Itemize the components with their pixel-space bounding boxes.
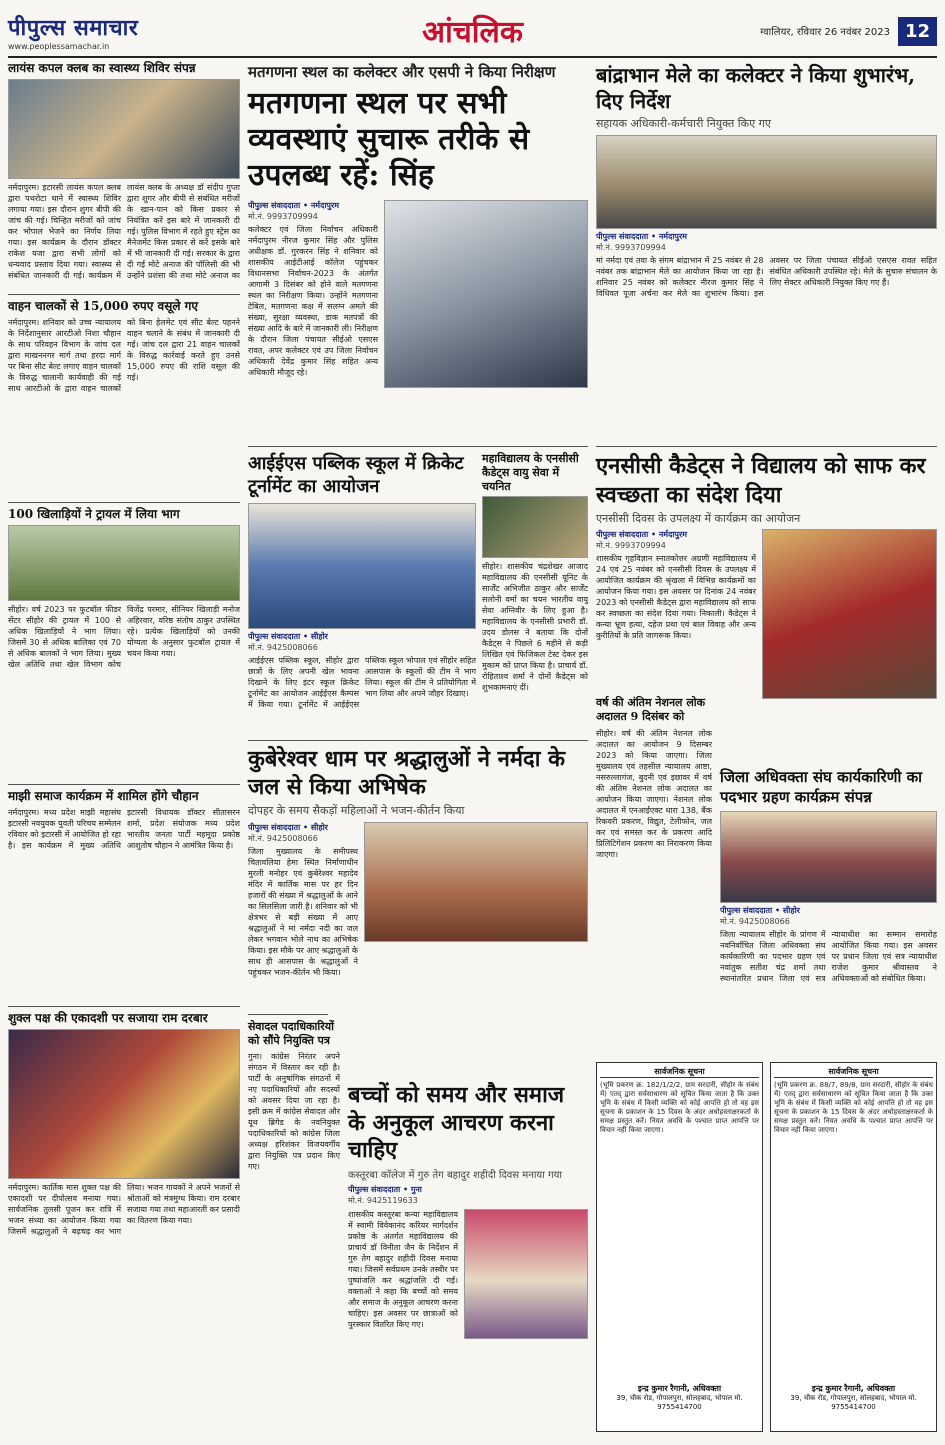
story-vahan <box>8 300 240 507</box>
story-kuber <box>248 746 588 1006</box>
story-matganana <box>248 62 588 398</box>
byline: पीपुल्स संवाददाता • सीहोर <box>248 631 328 641</box>
headline: सेवादल पदाधिकारियों को सौंपे नियुक्ति पत्र <box>248 1020 334 1047</box>
byline: पीपुल्स संवाददाता • नर्मदापुरम <box>596 530 688 540</box>
photo-ncc-rally <box>762 529 937 699</box>
headline: वाहन चालकों से 15,000 रुपए वसूले गए <box>8 299 199 313</box>
photo-cadets <box>482 496 588 558</box>
website-url[interactable]: www.peoplessamachar.in <box>8 41 110 51</box>
story-body: कलेक्टर एवं जिला निर्वाचन अधिकारी नर्मदापुरम नीरज कुमार सिंह और पुलिस अधीक्षक डॉ. गुरकरन सिंह ने शनिवार को शासकीय आईटीआई कॉलेज पहुंचकर विधानसभा निर्वाचन-2023 के अंतर्गत आगामी 3 दिसंबर को होने वाले मतगणना स्थल का निरीक्षण किया। उन्होंने मतगणना टेबिल, मतगणना कक्ष में सलग्न अमले की संख्या, सुरक्षा व्यवस्था, डाक मतपत्रों की संख्या आदि के बारे में जानकारी ली। निरीक्षण के दौरान जिला पंचायत सीईओ एसएस रावत, अपर कलेक्टर एवं उप जिला निर्वाचन अधिकारी देवेंद्र कुमार सिंह सहित अन्य अधिकारी मौजूद रहे। <box>248 225 378 377</box>
story-lok-adalat <box>596 696 712 1044</box>
mobile: मो.नं. 9993709994 <box>596 243 666 252</box>
headline: शुक्ल पक्ष की एकादशी पर सजाया राम दरबार <box>8 1011 208 1025</box>
mobile: मो.नं. 9993709994 <box>248 212 318 221</box>
headline: आईईएस पब्लिक स्कूल में क्रिकेट टूर्नामेंट का आयोजन <box>248 453 464 498</box>
deck: सहायक अधिकारी-कर्मचारी नियुक्त किए गए <box>596 117 771 130</box>
mobile: मो.नं. 9425008066 <box>720 917 790 926</box>
story-body: गुना। कांग्रेस निरंतर अपने संगठन में विस्तार कर रही है। पार्टी के अनुषांगिक संगठनों में नए पदाधिकारियों और सदस्यों को अवसर दिया जा रहा है। इसी क्रम में कांग्रेस सेवादल और यूथ ब्रिगेड के नवनियुक्त पदाधिकारियों को कांग्रेस जिला अध्यक्ष हरिशंकर विजयवर्गीय द्वारा नियुक्ति पत्र प्रदान किए गए। <box>248 1051 340 1171</box>
brand-logo: पीपुल्स समाचार <box>8 14 139 41</box>
story-lions <box>8 62 240 290</box>
story-body: शासकीय कस्तूरबा कन्या महाविद्यालय में स्वामी विवेकानंद करियर मार्गदर्शन प्रकोष्ठ के अंतर्गत महाविद्यालय की प्राचार्य डॉ विनीता जैन के निर्देशन में गुरु तेग बहादुर शहीदी दिवस मनाया गया। जिसमें सर्वप्रथम उनके तस्वीर पर पुष्पांजलि कर श्रद्धांजलि दी गई। वक्ताओं ने कहा कि बच्चों को समय और समाज के अनुकूल आचरण करना चाहिए। इस अवसर पर छात्राओं को पुरस्कार वितरित किए गए। <box>348 1209 458 1329</box>
story-body: जिला न्यायालय सीहोर के प्रांगण में नवनिर्वाचित जिला अधिवक्ता संघ कार्यकारिणी का पदभार ग्रहण एवं नवांतुक सतीश चंद्र शर्मा तथा स्थानांतरित प्रधान जिला एवं सत्र न्यायाधीश का सम्मान समारोह आयोजित किया गया। इस अवसर पर प्रधान जिला एवं सत्र न्यायाधीश राजेश कुमार श्रीवास्तव ने अधिवक्ताओं को संबोधित किया। <box>720 930 937 983</box>
story-body: जिला मुख्यालय के समीपस्थ चितावलिया हेमा स्थित निर्माणाधीन मुरली मनोहर एवं कुबेरेश्वर महादेव मंदिर में कार्तिक मास पर हर दिन हजारों की संख्या में श्रद्धालुओं के आने का सिलसिला जारी है। शनिवार को भी क्षेत्रभर से बड़ी संख्या में आए श्रद्धालुओं ने मां नर्मदा नदी का जल लेकर भगवान भोले नाथ का अभिषेक किया। इस मौके पर आए श्रद्धालुओं के साथ ही आसपास के श्रद्धालुओं ने पहुंचकर भजन-कीर्तन भी किया। <box>248 847 358 977</box>
story-body: शासकीय गृहविज्ञान स्नातकोत्तर अग्रणी महाविद्यालय में 24 एवं 25 नवंबर को एनसीसी दिवस के उपलक्ष्य में आयोजित कार्यक्रम की श्रृंखला में विभिन्न कार्यक्रमों का आयोजन किया गया। इस अवसर पर दिनांक 24 नवंबर 2023 को एनसीसी कैडेट्स द्वारा महाविद्यालय को साफ कर स्वच्छता का संदेश दिया गया। निकाली। कैडेट्स ने कन्या भ्रूण हत्या, दहेज प्रथा एवं बाल विवाह और अन्य कुरीतियों के प्रति जागरूक किया। <box>596 554 756 641</box>
public-notice-2 <box>770 1062 937 1432</box>
story-body: सीहोर। वर्ष 2023 पर फुटबॉल फीडर सेंटर सीहोर की ट्रायल में 100 से अधिक खिलाड़ियों ने भाग लिया। जिसमें 30 से अधिक बालिका एवं 70 से अधिक बालकों ने भाग लिया। मुख्य खेल अतिथि तथा खेल विभाग कोच विजेंद्र परमार, सीनियर खिलाड़ी मनोज अहिरवार, वरिष्ठ संतोष ठाकुर उपस्थित रहे। प्रत्येक खिलाड़ियों को उनकी योग्यता के अनुसार फुटबॉल ट्रायल में चयन किया गया। <box>8 604 240 669</box>
divider <box>596 446 937 447</box>
column-right <box>596 62 937 1439</box>
divider <box>8 294 240 295</box>
divider <box>248 1014 328 1015</box>
photo-bandra-mela <box>596 135 937 229</box>
mobile: मो.नं. 9425008066 <box>248 642 318 652</box>
brand-block <box>8 12 138 51</box>
masthead <box>8 6 937 58</box>
deck: कस्तूरबा कॉलेज में गुरु तेग बहादुर शहीदी दिवस मनाया गया <box>348 1169 563 1181</box>
photo-adhivakta-sangh <box>720 811 937 903</box>
column-left <box>8 62 240 1439</box>
headline: बांद्राभान मेले का कलेक्टर ने किया शुभारंभ, दिए निर्देश <box>596 63 916 113</box>
headline: वर्ष की अंतिम नेशनल लोक अदालत 9 दिसंबर को <box>596 696 706 724</box>
photo-ram-darbar <box>8 1029 240 1179</box>
byline: पीपुल्स संवाददाता • सीहोर <box>720 906 800 915</box>
story-khiladi <box>8 508 240 789</box>
story-body: नर्मदापुरम। शनिवार को उच्च न्यायालय के निर्देशानुसार आरटीओ निशा चौहान के साथ परिवहन विभाग के जांच दल द्वारा माखननगर मार्ग तथा हरदा मार्ग पर बिना सीट बेल्ट लगाए वाहन चालकों के विरुद्ध चालानी कार्यवाही की गई साथ आरटीओ के द्वारा वाहन चालकों को बिना हेलमेट एवं सीट बेल्ट पहनने वाहन चलाने के संबंध में जानकारी दी गई। जांच दल द्वारा 21 वाहन चालकों के विरुद्ध कार्रवाई करते हुए उनसे 15,000 रुपए की राशि वसूल की गई। <box>8 317 240 393</box>
story-body: आईईएस पब्लिक स्कूल, सीहोर द्वारा छात्रों के लिए अपनी खेल भावना दिखाने के लिए इंटर स्कूल क्रिकेट टूर्नामेंट का आयोजन आईईएस कैम्पस में किया गया। टूर्नामेंट में आईईएस पब्लिक स्कूल भोपाल एवं सीहोर सहित आसपास के स्कूलों की टीम ने भाग लिया। स्कूल की टीम ने प्रतियोगिता में भाग लिया और अपने जौहर दिखाए। <box>248 655 476 709</box>
divider <box>8 1006 240 1007</box>
notice-address: 39, चौक रोड, गोपालपुरा, सोलहबाद, भोपाल मो. 9755414700 <box>790 1394 917 1411</box>
mobile: मो.नं. 9425119633 <box>348 1195 418 1205</box>
deck: दोपहर के समय सैकड़ों महिलाओं ने भजन-कीर्तन किया <box>248 804 465 817</box>
story-body: सीहोर। शासकीय चंद्रशेखर आजाद महाविद्यालय की एनसीसी यूनिट के सार्जेंट अभिजीत ठाकुर और सार्जेंट सलोनी वर्मा का चयन भारतीय वायु सेवा अग्निवीर के लिए हुआ है। महाविद्यालय के एनसीसी प्रभारी डॉ. उदय डोलस ने बताया कि दोनों कैडेट्स ने पिछले 6 महीने से कड़ी लिखित एवं फिजिकल टेस्ट देकर इस मुकाम को प्राप्त किया है। प्राचार्य डॉ. रोहिताश्व शर्मा ने दोनों कैडेट्स को शुभकामनाएं दीं। <box>482 562 588 693</box>
headline: महाविद्यालय के एनसीसी कैडेट्स वायु सेवा में चयनित <box>482 452 579 493</box>
notice-title: सार्वजनिक सूचना <box>600 1066 759 1078</box>
divider <box>8 784 240 785</box>
photo-lions <box>8 79 240 179</box>
story-bachchon <box>348 1082 588 1379</box>
notice-signer: इन्द्र कुमार रैगानी, अधिवक्ता <box>811 1384 896 1393</box>
byline: पीपुल्स संवाददाता • गुना <box>348 1184 422 1194</box>
story-bandra <box>596 62 937 405</box>
photo-kuber-dham <box>364 822 588 942</box>
public-notice-1 <box>596 1062 763 1432</box>
story-ncc-vayu <box>482 452 588 761</box>
notice-signer: इन्द्र कुमार रैगानी, अधिवक्ता <box>637 1384 722 1393</box>
column-middle <box>248 62 588 1439</box>
section-title: आंचलिक <box>422 15 523 50</box>
headline: लायंस कपल क्लब का स्वास्थ्य शिविर संपन्न <box>8 61 196 75</box>
story-adhivakta <box>720 768 937 1047</box>
story-body: नर्मदापुरम। इटारसी लायंस कपल क्लब द्वारा पथरोटा थाने में स्वास्थ्य शिविर लगाया गया। इस दौरान शुगर बीपी की जांच की गई। चिन्हित मरीजों को जांच कर भोपाल भेजने का निर्णय लिया गया। इस कार्यक्रम के दौरान डॉक्टर राकेश यजा द्वारा सभी लोगों को धन्यवाद प्रस्ताव दिया गया। स्वास्थ्य से संबंधित जानकारी दी गई। कार्यक्रम में लायंस क्लब के अध्यक्ष डॉ संदीप गुप्ता द्वारा शुगर और बीपी से संबंधित मरीजों के खान-पान को किस प्रकार से नियंत्रित करें इस बारे में जानकारी दी गई। पुलिस विभाग में रहते हुए स्ट्रेस का मैनेजमेंट किस प्रकार से करें इसके बारे में भी जानकारी दी गई। सरकार के द्वारा दी गई मोटे अनाज की पॉलिसी की भी उन्होंने प्रशंसा की तथा मोटे अनाज का <box>8 182 240 280</box>
story-ips <box>248 452 476 747</box>
byline: पीपुल्स संवाददाता • सीहोर <box>248 823 328 832</box>
page-number: 12 <box>898 17 937 46</box>
columns <box>8 62 937 1439</box>
byline: पीपुल्स संवाददाता • नर्मदापुरम <box>248 201 340 210</box>
notice-title: सार्वजनिक सूचना <box>774 1066 933 1078</box>
notice-body: (भूमि प्रकरण क्र. 182/1/2/2, ग्राम सरदारी, सीहोर के संबंध में) एतद् द्वारा सर्वसाधारण को सूचित किया जाता है कि उक्त भूमि के संबंध में किसी व्यक्ति को कोई आपत्ति हो तो वह इस सूचना के प्रकाशन के 15 दिवस के अंदर अधोहस्ताक्षरकर्ता के समक्ष प्रस्तुत करें। नियत अवधि के पश्चात प्राप्त आपत्ति पर विचार नहीं किया जाएगा। <box>600 1081 759 1134</box>
mobile: मो.नं. 9993709994 <box>596 541 666 551</box>
divider <box>8 502 240 503</box>
divider <box>248 740 588 741</box>
story-body: नर्मदापुरम। कार्तिक मास शुक्ल पक्ष की एकादशी पर दीपोत्सव मनाया गया। सार्वजनिक तुलसी पूजन कर रात्रि में भजन संध्या का आयोजन किया गया जिसमें श्रद्धालुओं ने बढ़चढ़ कर भाग लिया। भजन गायकों ने अपने भजनों से श्रोताओं को मंत्रमुग्ध किया। राम दरबार सजाया गया तथा महाआरती कर प्रसादी का वितरण किया गया। <box>8 1182 240 1236</box>
notice-body: (भूमि प्रकरण क्र. 88/7, 89/8, ग्राम सरदारी, सीहोर के संबंध में) एतद् द्वारा सर्वसाधारण को सूचित किया जाता है कि उक्त भूमि के संबंध में किसी व्यक्ति को कोई आपत्ति हो तो वह इस सूचना के प्रकाशन के 15 दिवस के अंदर अधोहस्ताक्षरकर्ता के समक्ष प्रस्तुत करें। नियत अवधि के पश्चात प्राप्त आपत्ति पर विचार नहीं किया जाएगा। <box>774 1081 933 1134</box>
notice-address: 39, चौक रोड, गोपालपुरा, सोलहबाद, भोपाल मो. 9755414700 <box>616 1394 743 1411</box>
headline: 100 खिलाड़ियों ने ट्रायल में लिया भाग <box>8 507 180 521</box>
story-majhi <box>8 790 240 1005</box>
story-sevadal <box>248 1020 340 1403</box>
photo-football-trial <box>8 525 240 601</box>
story-body: सीहोर। वर्ष की अंतिम नेशनल लोक अदालत का आयोजन 9 दिसम्बर 2023 को किया जाएगा। जिला मुख्यालय एवं तहसील न्यायालय आष्टा, नसरुल्लागंज, बुदनी एवं इछावर में वर्ष की अंतिम नेशनल लोक अदालत का आयोजन किया जाएगा। नेशनल लोक अदालत में एनआईएक्ट धारा 138, बैंक रिकवरी प्रकरण, विद्युत, टेलीफोन, जल कर एवं समस्त कर के प्रकरण आदि प्रिलिटिगेशन प्रकरण का निराकरण किया जाएगा। <box>596 728 712 859</box>
headline: मतगणना स्थल पर सभी व्यवस्थाएं सुचारू तरीके से उपलब्ध रहें: सिंह <box>248 86 530 193</box>
deck: एनसीसी दिवस के उपलक्ष्य में कार्यक्रम का आयोजन <box>596 512 801 526</box>
headline: बच्चों को समय और समाज के अनुकूल आचरण करना चाहिए <box>348 1082 565 1163</box>
headline: कुबेरेश्वर धाम पर श्रद्धालुओं ने नर्मदा के जल से किया अभिषेक <box>248 746 565 800</box>
headline: माझी समाज कार्यक्रम में शामिल होंगे चौहान <box>8 789 199 803</box>
kicker: मतगणना स्थल का कलेक्टर और एसपी ने किया निरीक्षण <box>248 63 556 81</box>
photo-matganana-inspection <box>384 200 588 388</box>
headline: एनसीसी कैडेट्स ने विद्यालय को साफ कर स्वच्छता का संदेश दिया <box>596 453 926 508</box>
headline: जिला अधिवक्ता संघ कार्यकारिणी का पदभार ग्रहण कार्यक्रम संपन्न <box>720 768 923 806</box>
story-body: नर्मदापुरम। मध्य प्रदेश माझी महासंघ इटारसी नवयुवक युवती परिचय सम्मेलन रविवार को इटारसी में आयोजित हो रहा है। इस कार्यक्रम में मुख्य अतिथि इटारसी विधायक डॉक्टर सीतासरन शर्मा, प्रदेश संयोजक मध्य प्रदेश भारतीय जनता पार्टी महमूदा प्रकोष्ठ आशुतोष चौहान ने आमंत्रित किया है। <box>8 807 240 850</box>
story-body: मां नर्मदा एवं तवा के संगम बांद्राभान में 25 नवंबर से 28 नवंबर तक बांद्राभान मेले का आयोजन किया जा रहा है। शनिवार 25 नवंबर को कलेक्टर नीरज कुमार सिंह ने विधिवत पूजा अर्चना कर मेले का शुभारंभ किया। इस अवसर पर जिला पंचायत सीईओ एसएस रावत सहित संबंधित अधिकारी उपस्थित रहे। मेले के सुचारु संचालन के लिए सेक्टर अधिकारी नियुक्त किए गए हैं। <box>596 256 937 298</box>
date-block <box>760 17 937 46</box>
photo-cricket-team <box>248 503 476 629</box>
byline: पीपुल्स संवाददाता • नर्मदापुरम <box>596 232 688 241</box>
story-shukla <box>8 1012 240 1382</box>
divider <box>248 446 588 447</box>
mobile: मो.नं. 9425008066 <box>248 834 318 843</box>
photo-kasturba-college <box>464 1209 588 1339</box>
issue-date: ग्वालियर, रविवार 26 नवंबर 2023 <box>760 27 890 38</box>
